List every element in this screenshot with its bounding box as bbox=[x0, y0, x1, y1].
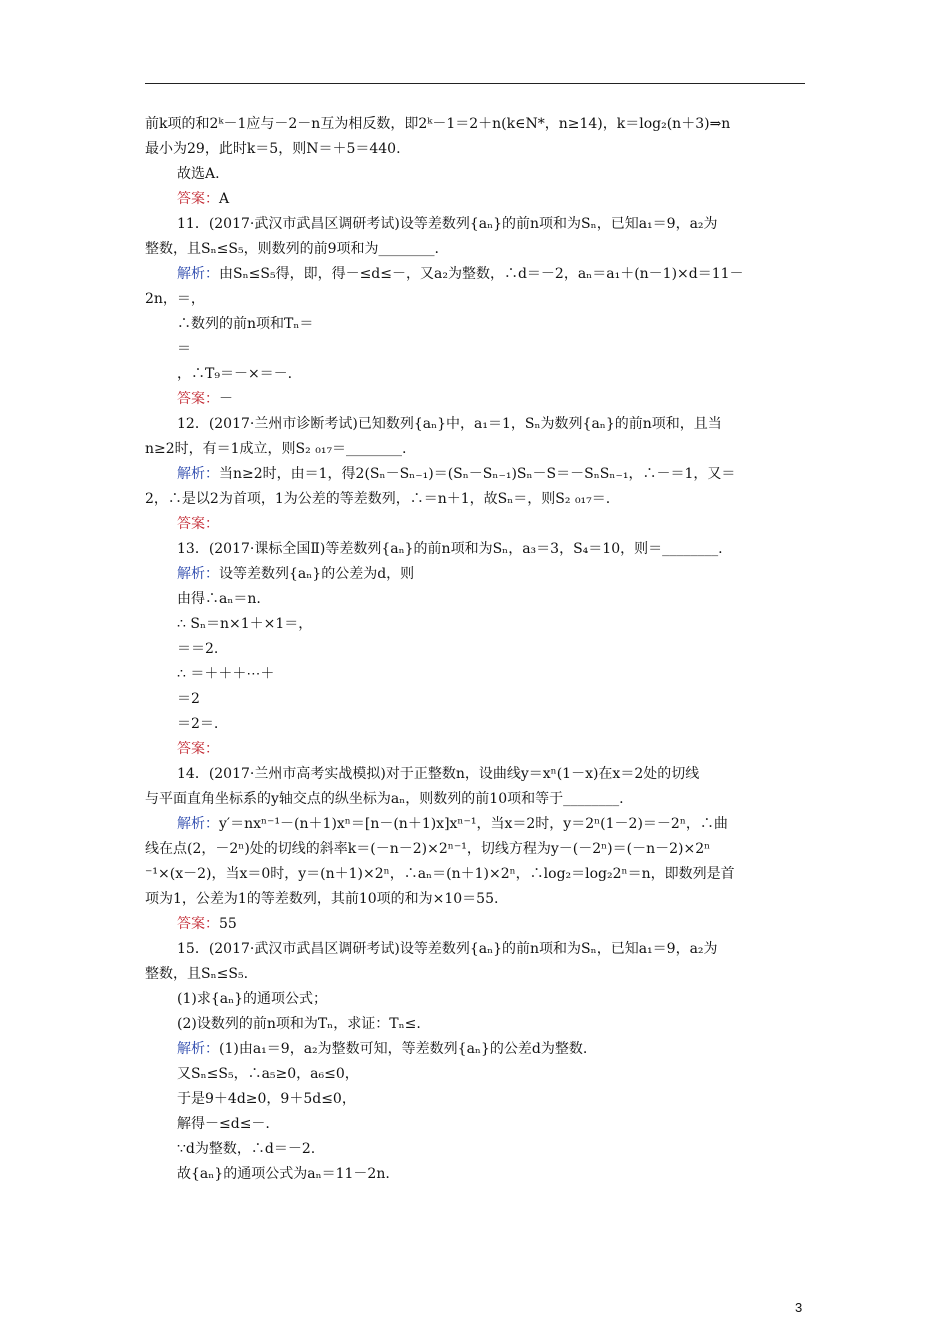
text-line: ∴ ＝＋＋＋⋯＋ bbox=[177, 666, 275, 682]
answer-label: 答案： bbox=[177, 741, 219, 757]
text-line: ＝＝2. bbox=[177, 641, 219, 657]
text-line: 14．(2017·兰州市高考实战模拟)对于正整数n，设曲线y＝xⁿ(1－x)在x＝2处的切线 bbox=[177, 766, 700, 782]
text-line: ＝2＝. bbox=[177, 716, 219, 732]
text-line: (1)求{aₙ}的通项公式； bbox=[177, 991, 328, 1007]
text-line bbox=[145, 387, 805, 412]
text-line: ∵d为整数，∴d＝－2. bbox=[177, 1141, 316, 1157]
text-line: 12．(2017·兰州市诊断考试)已知数列{aₙ}中，a₁＝1，Sₙ为数列{aₙ}的前n项和，且当 bbox=[177, 416, 722, 432]
text-line: 11．(2017·武汉市武昌区调研考试)设等差数列{aₙ}的前n项和为Sₙ，已知a₁＝9，a₂为 bbox=[177, 216, 718, 232]
line-text: 设等差数列{aₙ}的公差为d，则 bbox=[219, 566, 415, 582]
text-line: 于是9＋4d≥0，9＋5d≤0， bbox=[177, 1091, 356, 1107]
answer-label: 答案： bbox=[177, 916, 219, 932]
text-line bbox=[145, 187, 805, 212]
answer-label: 答案： bbox=[177, 191, 219, 207]
text-line: 解得－≤d≤－. bbox=[177, 1116, 270, 1132]
text-line: 15．(2017·武汉市武昌区调研考试)设等差数列{aₙ}的前n项和为Sₙ，已知a₁＝9，a₂为 bbox=[177, 941, 718, 957]
text-line bbox=[145, 462, 805, 487]
analysis-label: 解析： bbox=[177, 566, 219, 582]
text-line: ∴数列的前n项和Tₙ＝ bbox=[177, 316, 314, 332]
text-line: 2，∴是以2为首项，1为公差的等差数列，∴＝n＋1，故Sₙ＝，则S₂ ₀₁₇＝. bbox=[145, 491, 611, 507]
analysis-label: 解析： bbox=[177, 466, 219, 482]
analysis-label: 解析： bbox=[177, 266, 219, 282]
text-line: ⁻¹×(x－2)，当x＝0时，y＝(n＋1)×2ⁿ，∴aₙ＝(n＋1)×2ⁿ，∴log₂＝log₂2ⁿ＝n，即数列是首 bbox=[145, 866, 735, 882]
line-text: (1)由a₁＝9，a₂为整数可知，等差数列{aₙ}的公差d为整数. bbox=[219, 1041, 588, 1057]
text-line: 2n，＝， bbox=[145, 291, 205, 307]
text-line: 最小为29，此时k＝5，则N＝＋5＝440. bbox=[145, 141, 401, 157]
text-line bbox=[145, 512, 805, 537]
analysis-label: 解析： bbox=[177, 816, 219, 832]
text-line: 由得∴aₙ＝n. bbox=[177, 591, 261, 607]
text-line: 又Sₙ≤S₅，∴a₅≥0，a₆≤0， bbox=[177, 1066, 359, 1082]
text-line: 故选A. bbox=[177, 166, 220, 182]
text-line: 线在点(2，－2ⁿ)处的切线的斜率k＝(－n－2)×2ⁿ⁻¹，切线方程为y－(－2ⁿ)＝(－n－2)×2ⁿ bbox=[145, 841, 711, 857]
text-line bbox=[145, 1037, 805, 1062]
text-line: ＝2 bbox=[177, 691, 200, 707]
text-line: ，∴T₉＝－×＝－. bbox=[177, 366, 293, 382]
answer-label: 答案： bbox=[177, 516, 219, 532]
document-body bbox=[145, 112, 805, 1187]
text-line: 整数，且Sₙ≤S₅. bbox=[145, 966, 249, 982]
line-text: 当n≥2时，由＝1，得2(Sₙ－Sₙ₋₁)＝(Sₙ－Sₙ₋₁)Sₙ－S＝－SₙSₙ₋₁，∴－＝1，又＝ bbox=[219, 466, 736, 482]
text-line bbox=[145, 737, 805, 762]
text-line: n≥2时，有＝1成立，则S₂ ₀₁₇＝________. bbox=[145, 441, 407, 457]
text-line bbox=[145, 262, 805, 287]
text-line: ＝ bbox=[177, 341, 191, 357]
text-line: 前k项的和2ᵏ－1应与－2－n互为相反数，即2ᵏ－1＝2＋n(k∈N*，n≥14)，k＝log₂(n＋3)⇒n bbox=[145, 116, 731, 132]
text-line bbox=[145, 562, 805, 587]
text-line bbox=[145, 812, 805, 837]
text-line: 整数，且Sₙ≤S₅，则数列的前9项和为________. bbox=[145, 241, 439, 257]
header-rule bbox=[145, 83, 805, 84]
line-text: y′＝nxⁿ⁻¹－(n＋1)xⁿ＝[n－(n＋1)x]xⁿ⁻¹，当x＝2时，y＝2ⁿ(1－2)＝－2ⁿ，∴曲 bbox=[219, 816, 728, 832]
answer-label: 答案： bbox=[177, 391, 219, 407]
analysis-label: 解析： bbox=[177, 1041, 219, 1057]
line-text: － bbox=[219, 391, 233, 407]
text-line bbox=[145, 912, 805, 937]
text-line: (2)设数列的前n项和为Tₙ，求证：Tₙ≤. bbox=[177, 1016, 421, 1032]
line-text: 55 bbox=[219, 916, 237, 932]
text-line: 故{aₙ}的通项公式为aₙ＝11－2n. bbox=[177, 1166, 390, 1182]
text-line: 项为1，公差为1的等差数列，其前10项的和为×10＝55. bbox=[145, 891, 499, 907]
text-line: ∴ Sₙ＝n×1＋×1＝， bbox=[177, 616, 313, 632]
text-line: 与平面直角坐标系的y轴交点的纵坐标为aₙ，则数列的前10项和等于________. bbox=[145, 791, 624, 807]
page-number: 3 bbox=[795, 1300, 803, 1315]
text-line: 13．(2017·课标全国Ⅱ)等差数列{aₙ}的前n项和为Sₙ，a₃＝3，S₄＝10，则＝________. bbox=[177, 541, 723, 557]
line-text: A bbox=[219, 191, 230, 207]
line-text: 由Sₙ≤S₅得，即，得－≤d≤－，又a₂为整数，∴d＝－2，aₙ＝a₁＋(n－1)×d＝11－ bbox=[219, 266, 744, 282]
